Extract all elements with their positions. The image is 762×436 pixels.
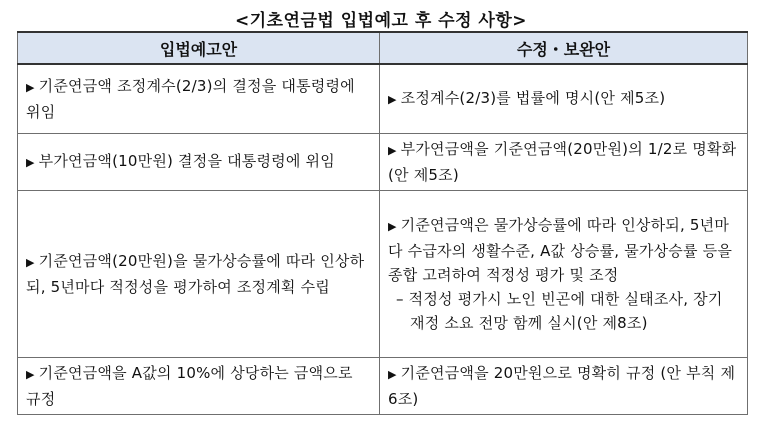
left-cell-text: 기준연금액 조정계수(2/3)의 결정을 대통령령에 위임 [26, 77, 355, 121]
bullet-icon: ▶ [388, 220, 397, 233]
left-cell [18, 134, 380, 191]
comparison-table [17, 31, 748, 415]
right-cell-text: 조정계수(2/3)를 법률에 명시(안 제5조) [400, 89, 666, 107]
left-cell-text: 부가연금액(10만원) 결정을 대통령령에 위임 [38, 152, 335, 170]
left-cell [18, 358, 380, 415]
right-cell [380, 64, 748, 134]
header-revised: 수정・보완안 [380, 32, 748, 64]
document-title: <기초연금법 입법예고 후 수정 사항> [234, 11, 528, 31]
bullet-icon: ▶ [26, 156, 35, 169]
table-row [18, 64, 748, 134]
table-row [18, 134, 748, 191]
bullet-icon: ▶ [26, 81, 35, 94]
right-cell-text: 부가연금액을 기준연금액(20만원)의 1/2로 명확화(안 제5조) [388, 140, 737, 184]
table-header-row [18, 32, 748, 64]
header-legislative-notice: 입법예고안 [18, 32, 380, 64]
right-cell-text: 기준연금액을 20만원으로 명확히 규정 (안 부칙 제6조) [388, 364, 736, 408]
left-cell-text: 기준연금액(20만원)을 물가상승률에 따라 인상하되, 5년마다 적정성을 평가하여 조정계획 수립 [26, 252, 365, 296]
right-cell [380, 358, 748, 415]
bullet-icon: ▶ [388, 93, 397, 106]
right-cell [380, 191, 748, 358]
left-cell-text: 기준연금액을 A값의 10%에 상당하는 금액으로 규정 [26, 364, 353, 408]
bullet-icon: ▶ [388, 368, 397, 381]
left-cell [18, 191, 380, 358]
table-row [18, 358, 748, 415]
right-cell [380, 134, 748, 191]
table-row [18, 191, 748, 358]
bullet-icon: ▶ [388, 144, 397, 157]
right-cell-subitem: – 적정성 평가시 노인 빈곤에 대한 실태조사, 장기 재정 소요 전망 함께 실시(안 제8조) [396, 290, 723, 332]
right-cell-text: 기준연금액은 물가상승률에 따라 인상하되, 5년마다 수급자의 생활수준, A값 상승률, 물가상승률 등을 종합 고려하여 적정성 평가 및 조정 [388, 216, 733, 284]
bullet-icon: ▶ [26, 256, 35, 269]
bullet-icon: ▶ [26, 368, 35, 381]
left-cell [18, 64, 380, 134]
